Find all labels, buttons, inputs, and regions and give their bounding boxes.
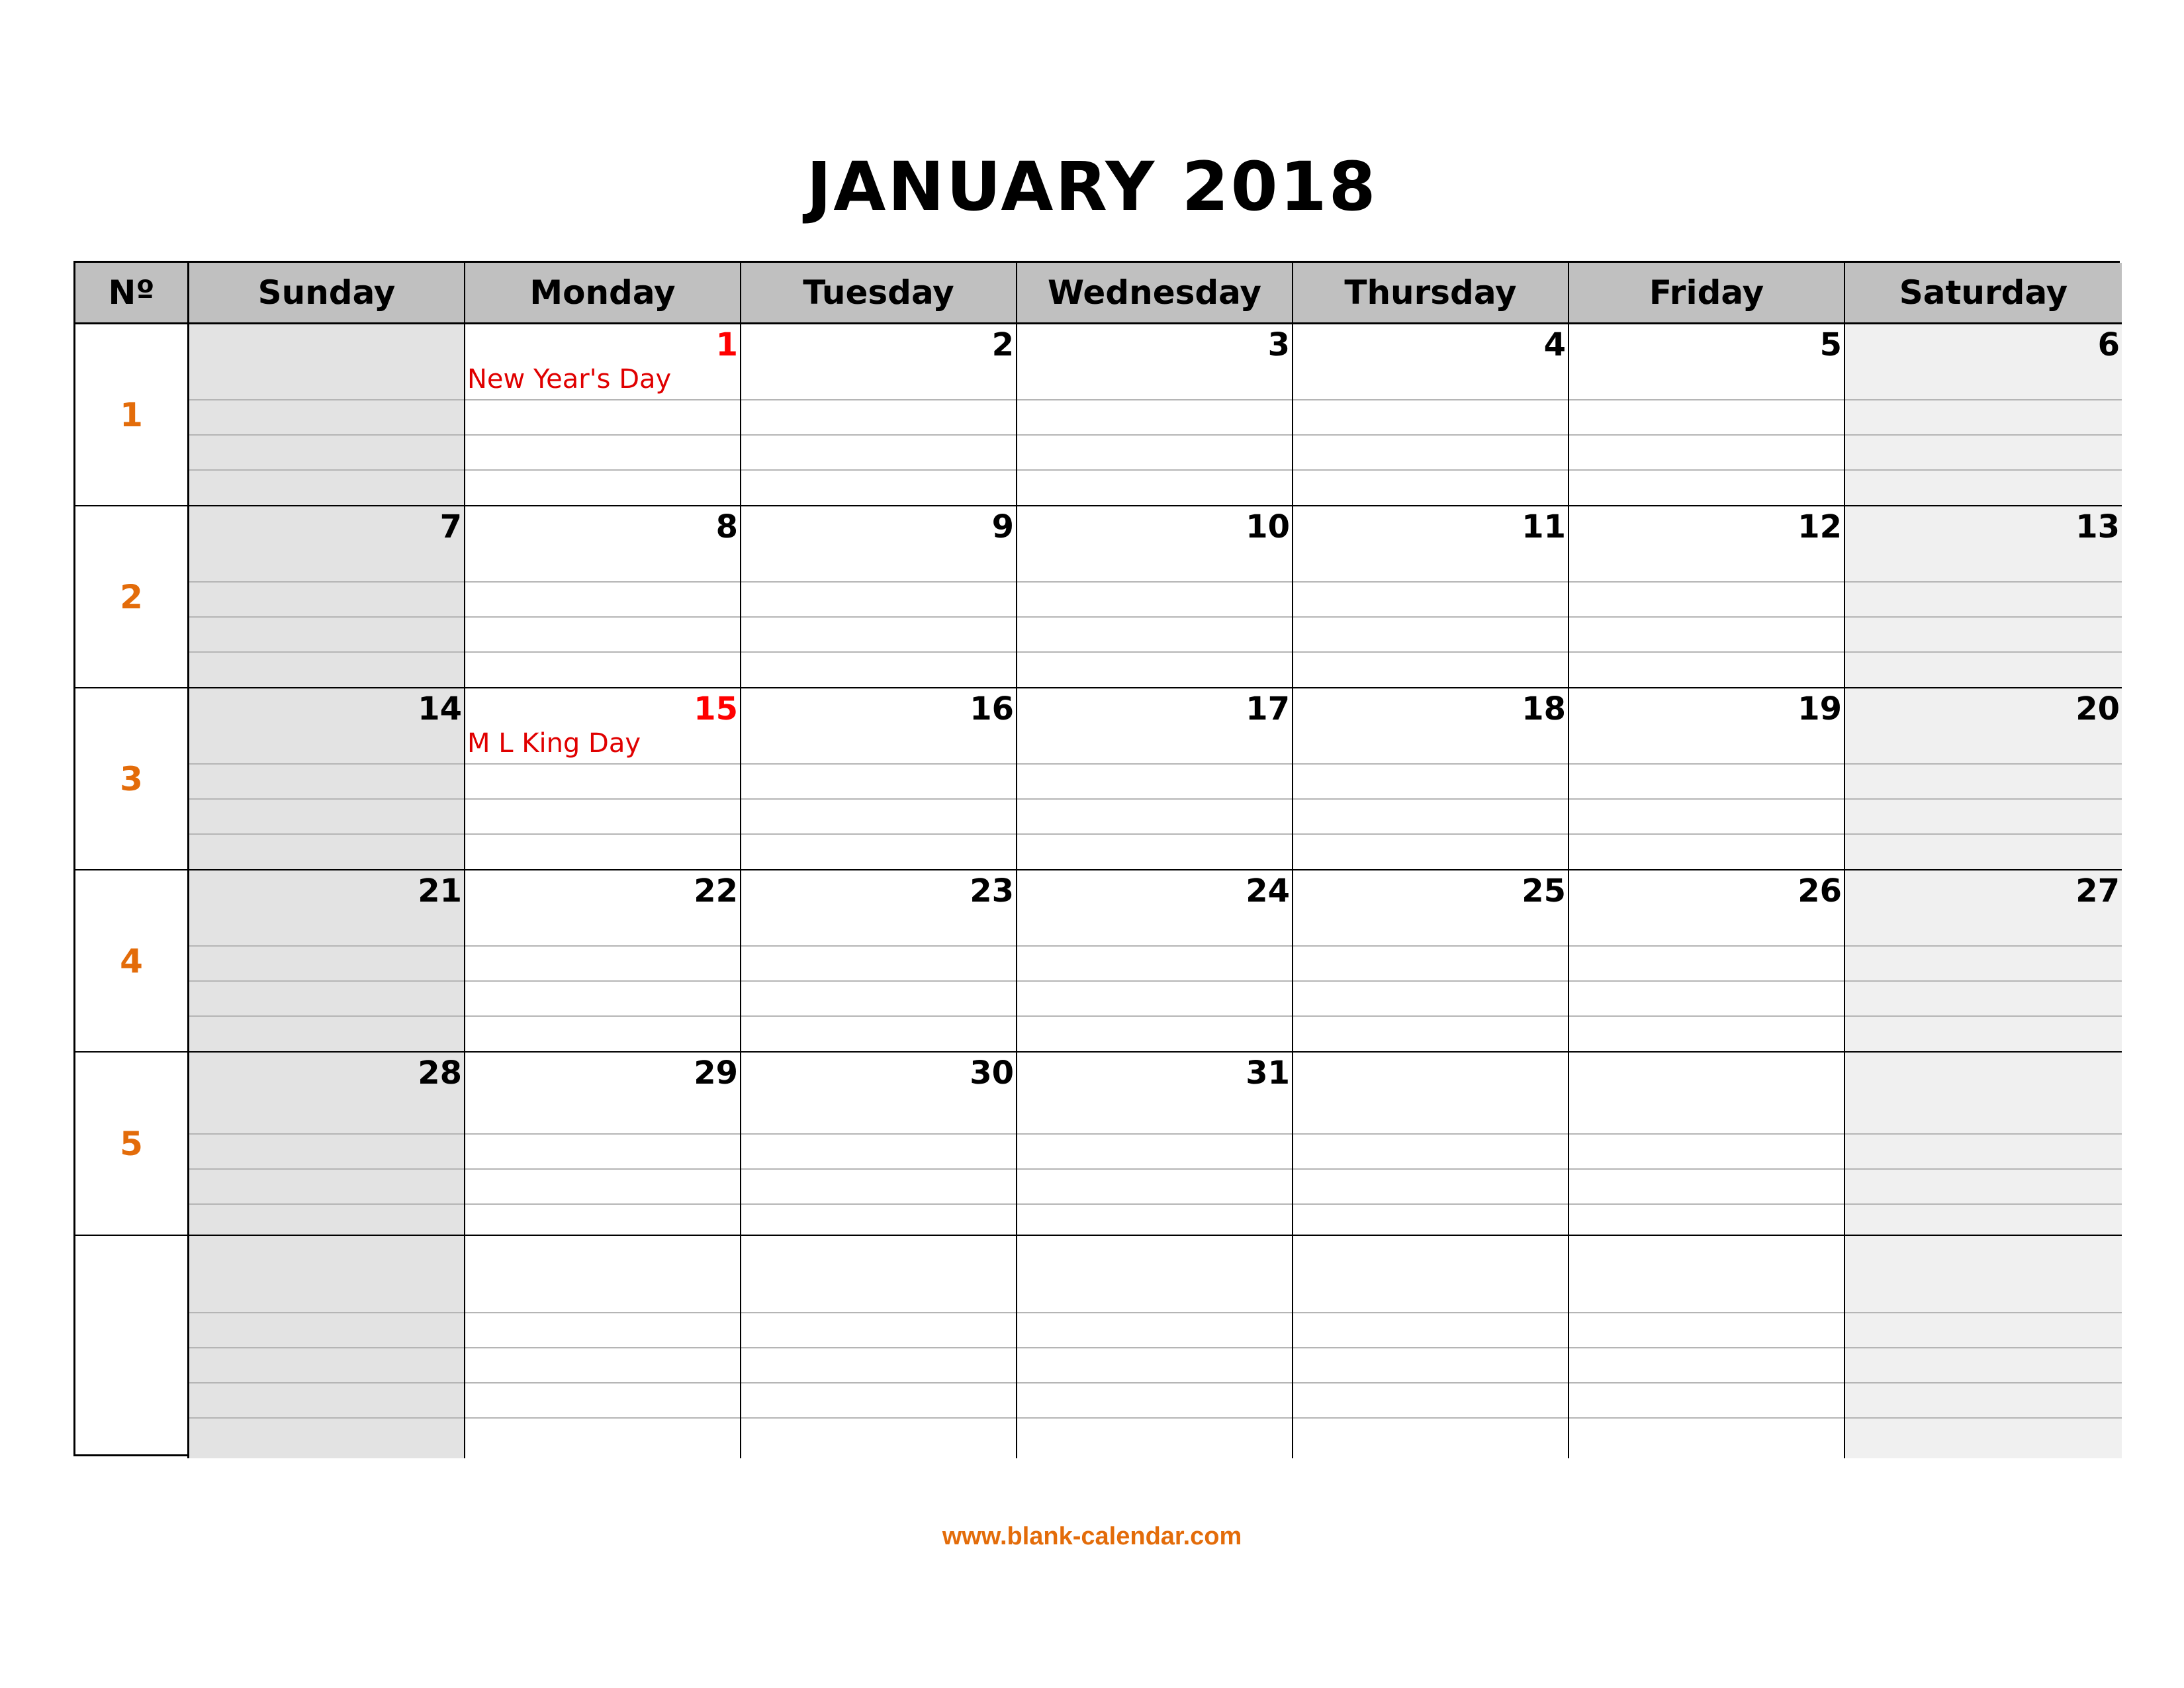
- day-cell[interactable]: [1017, 1236, 1293, 1458]
- header-tuesday: Tuesday: [741, 263, 1017, 324]
- day-cell[interactable]: [189, 1236, 465, 1458]
- date-number: 22: [694, 872, 738, 910]
- date-number: 2: [991, 326, 1014, 363]
- day-cell[interactable]: [189, 688, 465, 870]
- holiday-date-number: 1: [715, 326, 738, 363]
- day-cell[interactable]: [1293, 870, 1569, 1053]
- day-cell[interactable]: [741, 506, 1017, 688]
- day-cell[interactable]: [1569, 870, 1845, 1053]
- date-number: 31: [1246, 1055, 1290, 1092]
- week-number: 4: [75, 870, 189, 1053]
- date-number: 24: [1246, 872, 1290, 910]
- date-number: 28: [418, 1055, 462, 1092]
- day-cell[interactable]: [1569, 1236, 1845, 1458]
- day-cell[interactable]: [465, 1236, 741, 1458]
- header-saturday: Saturday: [1845, 263, 2122, 324]
- week-number: 5: [75, 1053, 189, 1236]
- day-cell[interactable]: [1293, 688, 1569, 870]
- date-number: 10: [1246, 508, 1290, 545]
- date-number: 3: [1267, 326, 1290, 363]
- day-cell[interactable]: [1845, 870, 2122, 1053]
- week-number: 3: [75, 688, 189, 870]
- day-cell[interactable]: [189, 1053, 465, 1236]
- day-cell[interactable]: [1569, 1053, 1845, 1236]
- date-number: 18: [1522, 690, 1566, 727]
- week-number: 1: [75, 324, 189, 506]
- holiday-date-number: 15: [694, 690, 738, 727]
- day-cell[interactable]: [465, 1053, 741, 1236]
- date-number: 13: [2075, 508, 2120, 545]
- calendar-grid: [73, 261, 2120, 1456]
- day-cell[interactable]: [741, 324, 1017, 506]
- day-cell[interactable]: [1845, 1236, 2122, 1458]
- day-cell[interactable]: [1017, 870, 1293, 1053]
- day-cell[interactable]: [465, 506, 741, 688]
- date-number: 30: [970, 1055, 1014, 1092]
- day-cell[interactable]: [1293, 1053, 1569, 1236]
- day-cell[interactable]: [1293, 324, 1569, 506]
- calendar-title: JANUARY 2018: [806, 148, 1378, 226]
- day-cell[interactable]: [465, 688, 741, 870]
- date-number: 27: [2075, 872, 2120, 910]
- day-cell[interactable]: [1017, 688, 1293, 870]
- date-number: 25: [1522, 872, 1566, 910]
- date-number: 9: [991, 508, 1014, 545]
- footer-link[interactable]: www.blank-calendar.com: [942, 1523, 1242, 1550]
- date-number: 11: [1522, 508, 1566, 545]
- day-cell[interactable]: [1845, 506, 2122, 688]
- holiday-label: M L King Day: [467, 728, 641, 759]
- week-number: 2: [75, 506, 189, 688]
- date-number: 7: [439, 508, 462, 545]
- day-cell[interactable]: [741, 688, 1017, 870]
- header-sunday: Sunday: [189, 263, 465, 324]
- day-cell[interactable]: [189, 324, 465, 506]
- day-cell[interactable]: [465, 324, 741, 506]
- header-wednesday: Wednesday: [1017, 263, 1293, 324]
- day-cell[interactable]: [741, 1236, 1017, 1458]
- date-number: 16: [970, 690, 1014, 727]
- date-number: 6: [2097, 326, 2120, 363]
- day-cell[interactable]: [189, 870, 465, 1053]
- header-thursday: Thursday: [1293, 263, 1569, 324]
- day-cell[interactable]: [1017, 506, 1293, 688]
- date-number: 14: [418, 690, 462, 727]
- date-number: 20: [2075, 690, 2120, 727]
- day-cell[interactable]: [465, 870, 741, 1053]
- day-cell[interactable]: [189, 506, 465, 688]
- date-number: 12: [1797, 508, 1842, 545]
- day-cell[interactable]: [1569, 688, 1845, 870]
- day-cell[interactable]: [741, 870, 1017, 1053]
- day-cell[interactable]: [741, 1053, 1017, 1236]
- header-friday: Friday: [1569, 263, 1845, 324]
- header-week-number: Nº: [75, 263, 189, 324]
- day-cell[interactable]: [1017, 1053, 1293, 1236]
- day-cell[interactable]: [1569, 506, 1845, 688]
- day-cell[interactable]: [1293, 506, 1569, 688]
- date-number: 26: [1797, 872, 1842, 910]
- date-number: 17: [1246, 690, 1290, 727]
- date-number: 21: [418, 872, 462, 910]
- date-number: 5: [1819, 326, 1842, 363]
- week-number: [75, 1236, 189, 1458]
- date-number: 8: [715, 508, 738, 545]
- date-number: 29: [694, 1055, 738, 1092]
- day-cell[interactable]: [1845, 1053, 2122, 1236]
- date-number: 4: [1543, 326, 1566, 363]
- day-cell[interactable]: [1293, 1236, 1569, 1458]
- date-number: 19: [1797, 690, 1842, 727]
- header-monday: Monday: [465, 263, 741, 324]
- day-cell[interactable]: [1845, 688, 2122, 870]
- date-number: 23: [970, 872, 1014, 910]
- day-cell[interactable]: [1845, 324, 2122, 506]
- holiday-label: New Year's Day: [467, 364, 672, 395]
- day-cell[interactable]: [1017, 324, 1293, 506]
- day-cell[interactable]: [1569, 324, 1845, 506]
